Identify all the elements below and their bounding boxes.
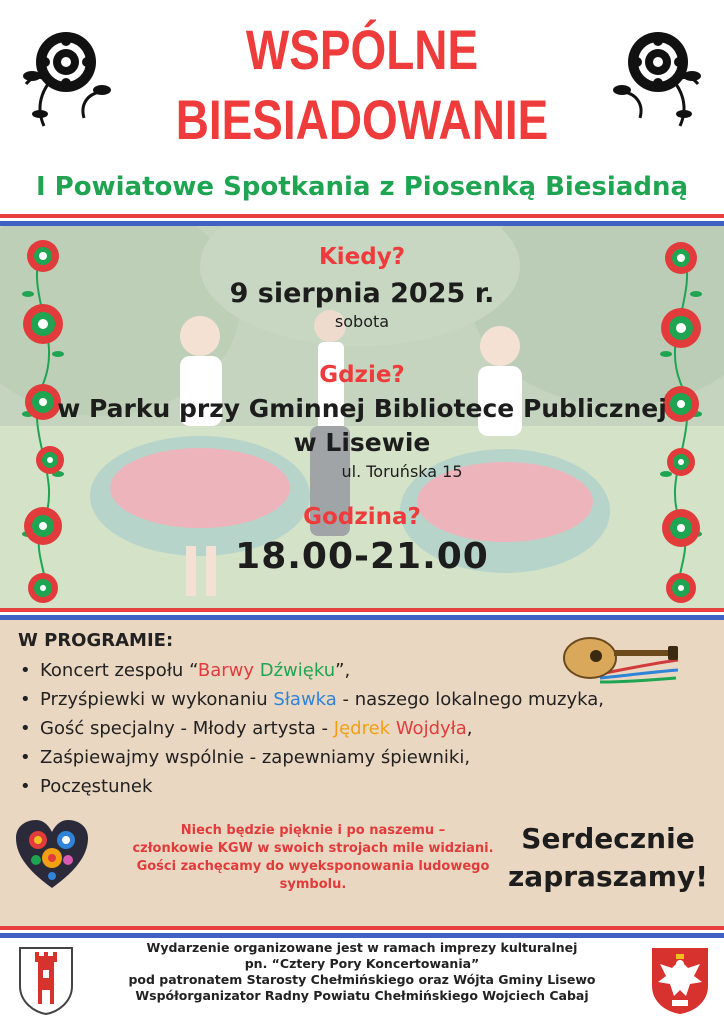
stripe-divider-middle <box>0 608 724 620</box>
program-item: • Zaśpiewajmy wspólnie - zapewniamy śpiewniki, <box>20 743 710 772</box>
welcome-message: Serdecznie zapraszamy! <box>508 822 708 893</box>
program-title: W PROGRAMIE: <box>18 630 174 651</box>
when-label: Kiedy? <box>318 244 406 270</box>
invite-note: Niech będzie pięknie i po naszemu – członkowie KGW w swoich strojach mile widziani. Gości zachęcamy do wyeksponowania ludowego symbolu. <box>132 823 494 892</box>
event-place-line-2: w Lisewie <box>293 428 431 457</box>
program-item: • Poczęstunek <box>20 772 710 801</box>
event-place-line-1: w Parku przy Gminnej Bibliotece Publicznej <box>57 394 667 423</box>
event-weekday: sobota <box>334 312 390 331</box>
program-section <box>0 620 724 926</box>
stripe-divider-top <box>0 214 724 226</box>
stripe-divider-bottom <box>0 926 724 938</box>
event-date: 9 sierpnia 2025 r. <box>229 278 495 309</box>
folk-heart-icon <box>14 818 90 890</box>
program-item: • Gość specjalny - Młody artysta - Jędrek Wojdyła, <box>20 714 710 743</box>
time-label: Godzina? <box>303 504 421 530</box>
subtitle: I Powiatowe Spotkania z Piosenką Biesiadną <box>35 172 689 202</box>
title-line-2: BIESIADOWANIE <box>175 88 549 151</box>
title-line-1: WSPÓLNE <box>245 18 479 81</box>
county-eagle-crest-icon <box>650 946 710 1016</box>
footer-text: Wydarzenie organizowane jest w ramach imprezy kulturalnej pn. “Cztery Pory Koncertowania” pod patronatem Starosty Chełmińskiego oraz Wójta Gminy Lisewo Współorganizator Radny Powiatu Chełmińskiego Wojciech Cabaj <box>128 940 596 1003</box>
event-address: ul. Toruńska 15 <box>341 462 463 481</box>
town-crest-icon <box>18 946 74 1016</box>
program-item: • Koncert zespołu “Barwy Dźwięku”, <box>20 656 710 685</box>
header <box>0 0 724 214</box>
program-list <box>20 656 710 801</box>
where-label: Gdzie? <box>319 362 405 388</box>
program-item: • Przyśpiewki w wykonaniu Sławka - naszego lokalnego muzyka, <box>20 685 710 714</box>
event-time: 18.00-21.00 <box>235 536 489 577</box>
footer <box>0 938 724 1024</box>
event-photo-section <box>0 226 724 608</box>
